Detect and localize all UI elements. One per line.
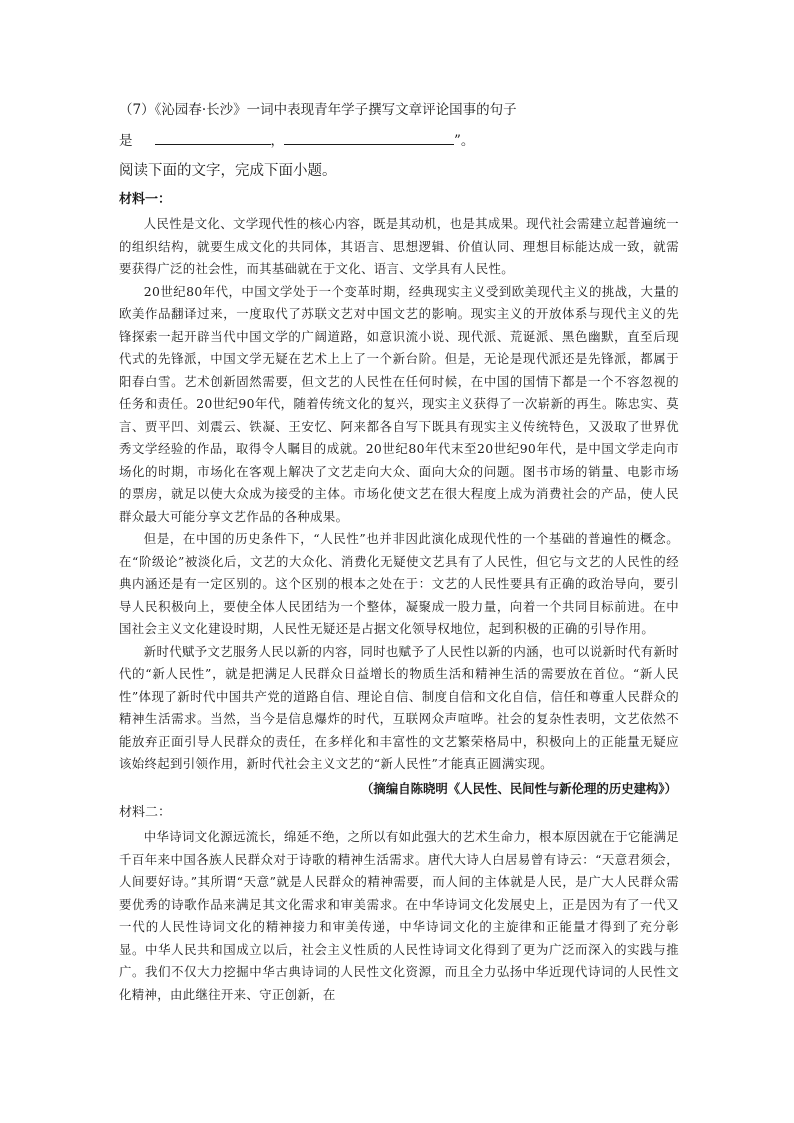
material-2-title: 材料二： bbox=[119, 805, 172, 820]
answer-blank-2[interactable] bbox=[284, 130, 454, 145]
material-1-source: （摘编自陈晓明《人民性、民间性与新伦理的历史建构》） bbox=[361, 780, 677, 796]
answer-separator: ， bbox=[270, 133, 284, 149]
question-7-text: （7）《沁园春·长沙》一词中表现青年学子撰写文章评论国事的句子 bbox=[119, 102, 517, 118]
material-2-paragraph: 中华诗词文化源远流长，绵延不绝，之所以有如此强大的艺术生命力，根本原因就在于它能满足千百年来中国各族人民群众对于诗歌的精神生活需求。唐代大诗人白居易曾有诗云：“天意君须会，人间要好诗。”其所谓“天意”就是人民群众的精神需要，而人间的主体就是人民，是广大人民群众需要优秀的诗歌作品来满足其文化需求和审美需求。在中华诗词文化发展史上，正是因为有了一代又一代的人民性诗词文化的精神接力和审美传递，中华诗词文化的主旋律和正能量才得到了充分彰显。中华人民共和国成立以后，社会主义性质的人民性诗词文化得到了更为广泛而深入的实践与推广。我们不仅大力挖掘中华古典诗词的人民性文化资源，而且全力弘扬中华近现代诗词的人民性文化精神，由此继往开来、守正创新，在 bbox=[119, 829, 679, 1002]
reading-instruction: 阅读下面的文字，完成下面小题。 bbox=[119, 163, 337, 179]
material-1-title: 材料一： bbox=[119, 192, 172, 207]
material-1-paragraph: 新时代赋予文艺服务人民以新的内容，同时也赋予了人民性以新的内涵，也可以说新时代有新时代的“新人民性”，就是把满足人民群众日益增长的物质生活和精神生活的需要放在首位。“新人民性”体现了新时代中国共产党的道路自信、理论自信、制度自信和文化自信，信任和尊重人民群众的精神生活需求。当然，当今是信息爆炸的时代，互联网众声喧哗。社会的复杂性表明，文艺依然不能放弃正面引导人民群众的责任，在多样化和丰富性的文艺繁荣格局中，积极向上的正能量无疑应该始终起到引领作用，新时代社会主义文艺的“新人民性”才能真正圆满实现。 bbox=[119, 643, 679, 771]
answer-blank-1[interactable] bbox=[155, 130, 271, 145]
material-1-paragraph: 但是，在中国的历史条件下，“人民性”也并非因此演化成现代性的一个基础的普遍性的概念。在“阶级论”被淡化后，文艺的大众化、消费化无疑使文艺具有了人民性，但它与文艺的人民性的经典内涵还是有一定区别的。这个区别的根本之处在于：文艺的人民性要具有正确的政治导向，要引导人民积极向上，要使全体人民团结为一个整体，凝聚成一股力量，向着一个共同目标前进。在中国社会主义文化建设时期，人民性无疑还是占据文化领导权地位，起到积极的正确的引导作用。 bbox=[119, 531, 679, 636]
material-1-paragraph: 人民性是文化、文学现代性的核心内容，既是其动机，也是其成果。现代社会需建立起普遍统一的组织结构，就要生成文化的共同体，其语言、思想逻辑、价值认同、理想目标能达成一致，就需要获得广泛的社会性，而其基础就在于文化、语言、文学具有人民性。 bbox=[119, 216, 679, 276]
material-1-paragraph: 20世纪80年代，中国文学处于一个变革时期，经典现实主义受到欧美现代主义的挑战，大量的欧美作品翻译过来，一度取代了苏联文艺对中国文艺的影响。现实主义的开放体系与现代主义的先锋探索一起开辟当代中国文学的广阔道路，如意识流小说、现代派、荒诞派、黑色幽默，直至后现代式的先锋派，中国文学无疑在艺术上上了一个新台阶。但是，无论是现代派还是先锋派，都属于阳春白雪。艺术创新固然需要，但文艺的人民性在任何时候，在中国的国情下都是一个不容忽视的任务和责任。20世纪90年代，随着传统文化的复兴，现实主义获得了一次崭新的再生。陈忠实、莫言、贾平凹、刘震云、铁凝、王安忆、阿来都各自写下既具有现实主义传统特色，又汲取了世界优秀文学经验的作品，取得令人瞩目的成就。20世纪80年代末至20世纪90年代，是中国文学走向市场化的时期，市场化在客观上解决了文艺走向大众、面向大众的问题。图书市场的销量、电影市场的票房，就足以使大众成为接受的主体。市场化使文艺在很大程度上成为消费社会的产品，使人民群众最大可能分享文艺作品的各种成果。 bbox=[119, 283, 679, 524]
answer-suffix: ”。 bbox=[454, 133, 475, 149]
answer-prefix: 是 bbox=[119, 133, 133, 149]
question-7-answer-line bbox=[119, 130, 679, 151]
document-body bbox=[119, 100, 679, 1006]
